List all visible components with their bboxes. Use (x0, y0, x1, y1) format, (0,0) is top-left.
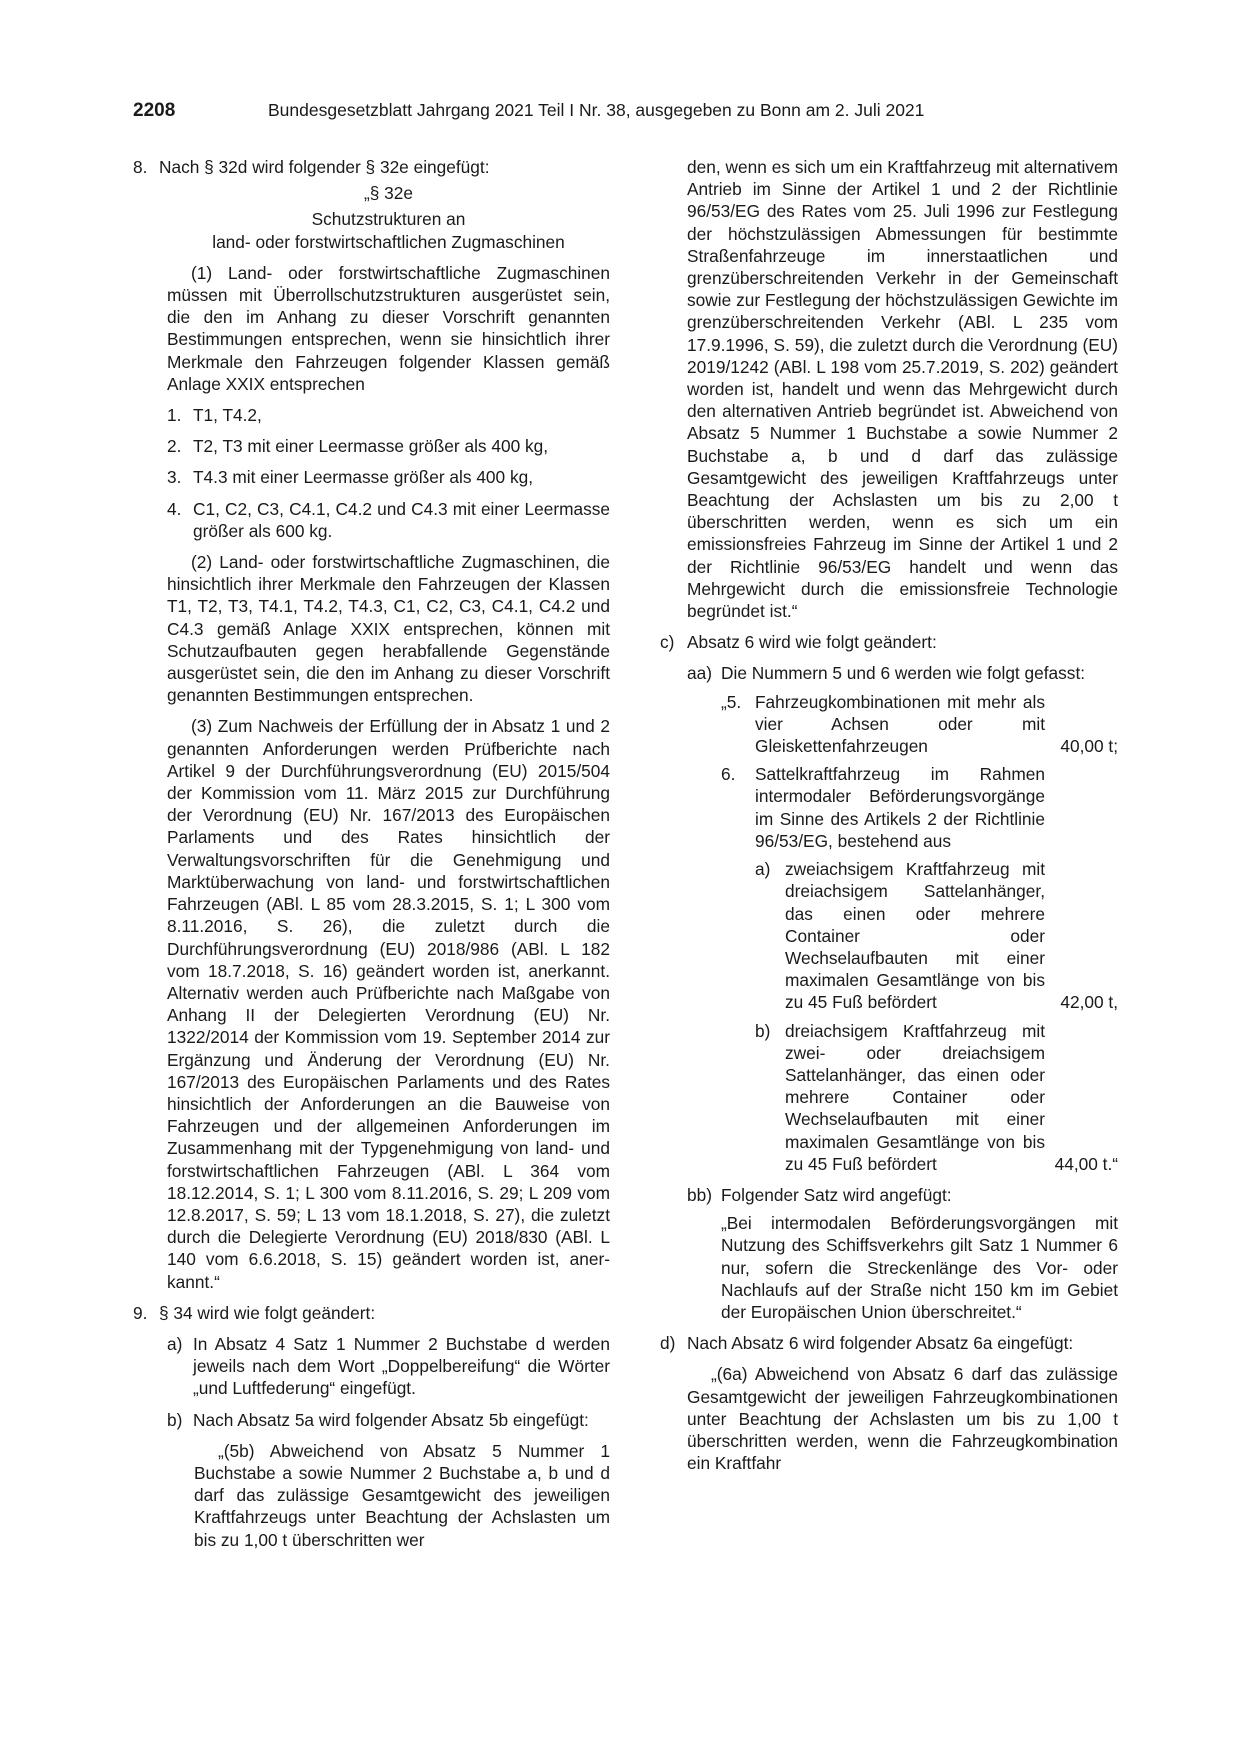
item-marker: b) (167, 1409, 183, 1430)
item-marker: 9. (133, 1302, 148, 1323)
weight-table (660, 691, 1118, 1175)
item-text: Absatz 6 wird wie folgt geändert: (687, 632, 937, 653)
item-marker: 2. (167, 436, 182, 457)
list-item-9 (133, 1302, 610, 1324)
row-marker: b) (755, 1020, 771, 1041)
item-text: Nach Absatz 6 wird folgender Absatz 6a eingefügt: (687, 1333, 1074, 1354)
list-item-c (660, 631, 1118, 653)
paragraph-1: (1) Land- oder forstwirtschaftliche Zugmaschinen müssen mit Überrollschutzstrukturen ausgerüstet sein, die den im Anhang zu dieser Vorschrift genannten Bestimmungen entsprechen, wenn sie hinsichtlich ihrer Merkmale den Fahrzeugen folgender Klassen gemäß Anlage XXIX entsprechen (167, 262, 610, 394)
row-marker: 6. (721, 764, 736, 785)
item-text: C1, C2, C3, C4.1, C4.2 und C4.3 mit einer Leermasse größer als 600 kg. (193, 498, 610, 541)
list-item-d (660, 1332, 1118, 1354)
row-text: Fahrzeugkombinationen mit mehr als vier Achsen oder mit Gleiskettenfahrzeugen (755, 691, 1045, 757)
item-text: In Absatz 4 Satz 1 Nummer 2 Buchstabe d werden jeweils nach dem Wort „Doppelbereifung“ die Wörter „und Luftfederung“ eingefügt. (193, 1333, 610, 1399)
item-marker: 1. (167, 405, 182, 426)
running-title: Bundesgesetzblatt Jahrgang 2021 Teil I Nr. 38, ausgegeben zu Bonn am 2. Juli 2021 (268, 100, 925, 120)
section-title-line-1: Schutzstrukturen an (311, 209, 466, 230)
item-text: T2, T3 mit einer Leermasse größer als 400 kg, (193, 436, 549, 457)
list-item (167, 435, 610, 457)
quote-bb: „Bei intermodalen Beförderungsvorgängen mit Nutzung des Schiffsverkehrs gilt Satz 1 Nummer 6 nur, sofern die Streckenlänge des Vor- oder Nachlaufs auf der Straße nicht 150 km im Gebiet der Europäischen Union überschreitet.“ (721, 1213, 1118, 1322)
row-text: zweiachsigem Kraftfahrzeug mit dreiachsigem Sattelanhänger, das einen oder mehrere Container oder Wechselaufbauten mit einer maximalen Gesamtlänge von bis zu 45 Fuß befördert (785, 859, 1045, 1013)
list-item (167, 466, 610, 488)
item-marker: bb) (687, 1184, 712, 1205)
item-marker: aa) (687, 663, 712, 684)
list-item (167, 404, 610, 426)
item-text: Nach Absatz 5a wird folgender Absatz 5b eingefügt: (193, 1409, 589, 1430)
item-marker: a) (167, 1333, 183, 1354)
item-text: Folgender Satz wird angefügt: (721, 1184, 952, 1205)
table-row (721, 763, 1118, 852)
paragraph-3: (3) Zum Nachweis der Erfüllung der in Absatz 1 und 2 genannten Anforderungen werden Prüfberichte nach Artikel 9 der Durchführungsverordnung (EU) 2015/504 der Kommission vom 11. März 2015 zur Durchführung der Verordnung (EU) Nr. 167/2013 des Europäischen Parlaments und des Rates hinsichtlich der Verwaltungsvorschriften für die Genehmigung und Marktüberwachung von land- und forstwirtschaftlichen Fahrzeugen (ABl. L 85 vom 28.3.2015, S. 1; L 300 vom 8.11.2016, S. 26), die zuletzt durch die Durchführungsverordnung (EU) 2018/986 (ABl. L 182 vom 18.7.2018, S. 16) geändert worden ist, anerkannt. Alternativ werden auch Prüfberichte nach Maßgabe von Anhang II der Delegierten Verordnung (EU) Nr. 1322/2014 der Kommission vom 19. September 2014 zur Ergänzung und Änderung der Verordnung (EU) Nr. 167/2013 des Europäischen Parlaments und des Rates hinsichtlich der Anforderungen an die Bauweise von Fahrzeugen und der allgemeinen Anforderungen im Zusammenhang mit der Typgenehmigung von land- und forstwirtschaftlichen Fahrzeugen (ABl. L 364 vom 18.12.2014, S. 1; L 300 vom 8.11.2016, S. 29; L 209 vom 12.8.2017, S. 59; L 13 vom 18.1.2018, S. 27), die zuletzt durch die Delegierte Verordnung (EU) 2018/830 (ABl. L 140 vom 6.6.2018, S. 15) geändert worden ist, anerkannt.“ (167, 716, 610, 1292)
row-marker: a) (755, 859, 771, 880)
list-item-9b (133, 1409, 610, 1431)
row-text: dreiachsigem Kraftfahrzeug mit zwei- oder dreiachsigem Sattelanhänger, das einen oder mehrere Container oder Wechselaufbauten mit einer maximalen Gesamtlänge von bis zu 45 Fuß befördert (785, 1020, 1045, 1174)
table-row (721, 691, 1118, 758)
section-title-line-2: land- oder forstwirtschaftlichen Zugmaschinen (212, 231, 565, 252)
right-column (660, 156, 1118, 1474)
quote-paragraph-6a: „(6a) Abweichend von Absatz 6 darf das zulässige Gesamtgewicht der jeweiligen Fahrzeugkombinationen unter Beachtung der Achslasten um bis zu 1,00 t überschritten werden, wenn die Fahrzeugkombination ein Kraftfahr (687, 1364, 1118, 1474)
row-text: Sattelkraftfahrzeug im Rahmen intermodaler Beförderungsvorgänge im Sinne des Artikels 2 der Richtlinie 96/53/EG, bestehend aus (755, 764, 1045, 851)
list-item-bb (660, 1184, 1118, 1206)
list-item-9a (133, 1333, 610, 1400)
row-value: 42,00 t, (1060, 992, 1118, 1013)
row-value: 40,00 t; (1060, 736, 1118, 757)
row-marker: „5. (721, 691, 742, 712)
item-marker: c) (660, 632, 675, 653)
page-header (133, 100, 1118, 130)
item-marker: 3. (167, 467, 182, 488)
row-value: 44,00 t.“ (1054, 1153, 1118, 1174)
quote-paragraph-5b: „(5b) Abweichend von Absatz 5 Nummer 1 Buchstabe a sowie Nummer 2 Buchstabe a, b und d darf das zulässige Gesamtgewicht des jeweiligen Kraftfahrzeugs unter Beachtung der Achslasten um bis zu 1,00 t überschritten wer (194, 1440, 610, 1550)
section-number: „§ 32e (363, 183, 413, 204)
item-text: T1, T4.2, (193, 405, 262, 426)
item-marker: 4. (167, 498, 182, 519)
left-column (133, 156, 610, 1551)
table-row (755, 1020, 1118, 1175)
paragraph-2: (2) Land- oder forstwirtschaftliche Zugmaschinen, die hinsichtlich ihrer Merkmale den Fahrzeugen der Klassen T1, T2, T3, T4.1, T4.2, T4.3, C1, C2, C3, C4.1, C4.2 und C4.3 gemäß Anlage XXIX entsprechen, können mit Schutzaufbauten gegen herabfallende Gegenstände ausgerüstet sein, die den im Anhang zu dieser Vorschrift genannten Bestimmungen entsprechen. (167, 552, 610, 706)
item-marker: d) (660, 1333, 676, 1354)
item-marker: 8. (133, 157, 148, 177)
table-row (755, 858, 1118, 1013)
list-item-aa (660, 662, 1118, 684)
item-text: T4.3 mit einer Leermasse größer als 400 kg, (193, 467, 534, 488)
item-text: Die Nummern 5 und 6 werden wie folgt gefasst: (721, 663, 1086, 684)
item-text: Nach § 32d wird folgender § 32e eingefügt: (159, 157, 490, 177)
page-number: 2208 (133, 100, 176, 121)
continuation-paragraph: den, wenn es sich um ein Kraftfahrzeug mit alternativem Antrieb im Sinne der Artikel 1 und 2 der Richtlinie 96/53/EG des Rates vom 25. Juli 1996 zur Festlegung der höchstzulässigen Abmessungen für bestimmte Straßenfahrzeuge im innerstaatlichen und grenzüberschreitenden Verkehr in der Gemeinschaft sowie zur Festlegung der höchstzulässigen Gewichte im grenzüberschreitenden Verkehr (ABl. L 235 vom 17.9.1996, S. 59), die zuletzt durch die Verordnung (EU) 2019/1242 (ABl. L 198 vom 25.7.2019, S. 202) geändert worden ist, handelt und wenn das Mehrgewicht durch den alternativen Antrieb begründet ist. Abweichend von Absatz 5 Nummer 1 Buchstabe a sowie Nummer 2 Buchstabe a, b und d darf das zulässige Gesamtgewicht des jeweiligen Kraftfahrzeugs unter Beachtung der Achslasten um bis zu 2,00 t überschritten werden, wenn es sich um ein emissionsfreies Fahrzeug im Sinne der Artikel 1 und 2 der Richtlinie 96/53/EG handelt und wenn das Mehrgewicht durch die emissionsfreie Technologie begründet ist.“ (687, 157, 1118, 622)
sub-rows (721, 858, 1118, 1175)
list-item-8 (133, 156, 610, 178)
item-text: § 34 wird wie folgt geändert: (159, 1302, 376, 1323)
section-32e (133, 182, 610, 1293)
list-item (167, 498, 610, 542)
